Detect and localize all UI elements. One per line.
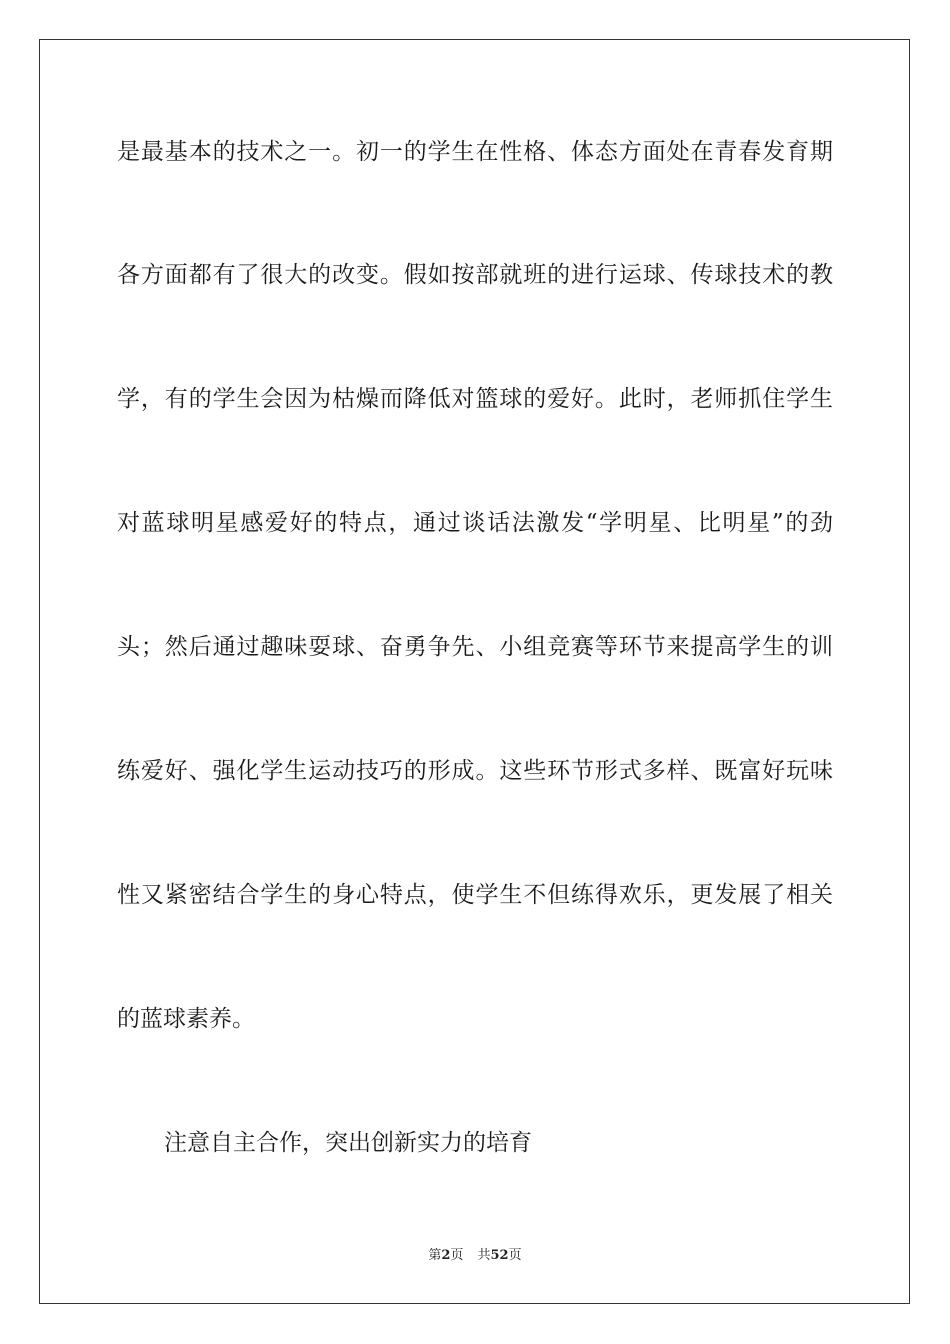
paragraph-line: 对蓝球明星感爱好的特点，通过谈话法激发“学明星、比明星”的劲 <box>117 510 833 536</box>
page-current: 2 <box>441 1248 451 1263</box>
page-prefix: 第 <box>428 1248 442 1263</box>
total-prefix: 共 <box>477 1248 491 1263</box>
paragraph-line: 性又紧密结合学生的身心特点，使学生不但练得欢乐，更发展了相关 <box>117 882 833 908</box>
paragraph-line: 各方面都有了很大的改变。假如按部就班的进行运球、传球技术的教 <box>117 262 833 288</box>
section-heading: 注意自主合作，突出创新实力的培育 <box>164 1130 532 1156</box>
paragraph-line: 是最基本的技术之一。初一的学生在性格、体态方面处在青春发育期 <box>117 139 833 165</box>
page-footer <box>0 1247 950 1265</box>
total-suffix: 页 <box>508 1248 522 1263</box>
paragraph-line: 学，有的学生会因为枯燥而降低对篮球的爱好。此时，老师抓住学生 <box>117 386 833 412</box>
page-total: 52 <box>490 1248 509 1263</box>
paragraph-line: 的蓝球素养。 <box>117 1006 255 1032</box>
paragraph-line: 练爱好、强化学生运动技巧的形成。这些环节形式多样、既富好玩味 <box>117 758 833 784</box>
page-suffix: 页 <box>450 1248 464 1263</box>
page-border <box>39 39 910 1304</box>
paragraph-line: 头；然后通过趣味耍球、奋勇争先、小组竞赛等环节来提高学生的训 <box>117 634 833 660</box>
